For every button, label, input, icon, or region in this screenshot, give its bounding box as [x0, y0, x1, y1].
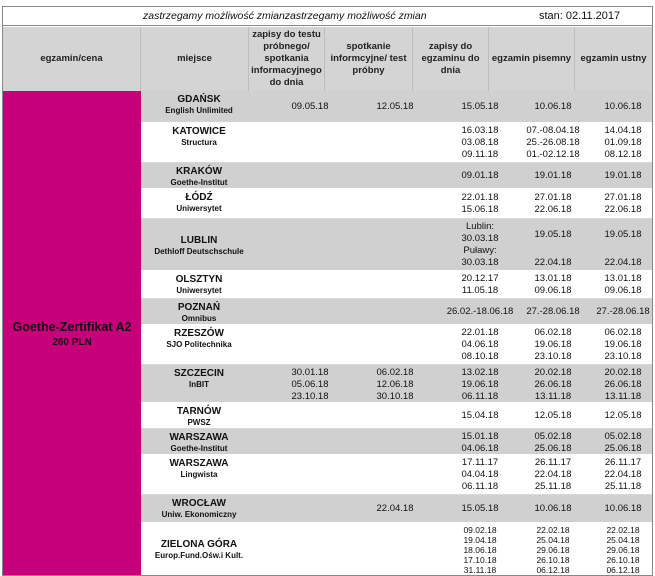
date-value: 22.06.18 — [604, 204, 642, 215]
oral-cell — [593, 306, 653, 318]
date-value: 12.06.18 — [376, 379, 414, 390]
written-cell — [508, 170, 598, 182]
date-value: 14.04.18 — [604, 125, 642, 136]
date-value: 22.04.18 — [376, 503, 414, 514]
date-value: 12.05.18 — [376, 101, 414, 112]
place-cell — [147, 192, 251, 214]
table-row — [141, 495, 652, 523]
date-value: 29.06.18 — [606, 545, 640, 555]
city-name: RZESZÓW — [174, 328, 224, 339]
date-value: 05.06.18 — [291, 379, 329, 390]
place-cell — [147, 274, 251, 296]
date-value: 06.02.18 — [376, 367, 414, 378]
status-date: stan: 02.11.2017 — [539, 10, 621, 22]
date-value: 17.10.18 — [463, 555, 497, 565]
date-value: 22.02.18 — [536, 525, 570, 535]
date-value: 25.11.18 — [604, 481, 642, 492]
date-value: 22.01.18 — [461, 192, 499, 203]
date-value: 23.10.18 — [291, 391, 329, 402]
city-name: WROCŁAW — [172, 498, 226, 509]
date-value: 08.12.18 — [604, 149, 642, 160]
date-value: 12.05.18 — [604, 410, 642, 421]
date-value: 13.11.18 — [534, 391, 572, 402]
oral-cell — [593, 457, 653, 493]
city-name: WARSZAWA — [169, 458, 229, 469]
header-info: spotkanie informcyjne/ test próbny — [325, 27, 413, 91]
table-row — [141, 123, 652, 163]
date-value: 13.02.18 — [461, 367, 499, 378]
city-name: KRAKÓW — [175, 166, 223, 177]
date-value: 26.06.18 — [534, 379, 572, 390]
institute-name: PWSZ — [187, 418, 211, 427]
date-value: 20.02.18 — [604, 367, 642, 378]
exam-name: Goethe-Zertifikat A2 — [12, 320, 132, 334]
date-value: 27.-28.06.18 — [526, 306, 580, 317]
date-value: 19.04.18 — [463, 535, 497, 545]
table-row — [141, 455, 652, 495]
date-value: 05.02.18 — [534, 431, 572, 442]
trial-cell — [263, 367, 357, 403]
info-cell — [347, 101, 443, 113]
date-value: 29.06.18 — [536, 545, 570, 555]
oral-cell — [593, 367, 653, 403]
date-value: 15.06.18 — [461, 204, 499, 215]
table-row — [141, 325, 652, 365]
date-value: 09.05.18 — [291, 101, 329, 112]
city-name: OLSZTYN — [175, 274, 223, 285]
institute-name: Dethloff Deutschschule — [154, 247, 244, 256]
date-value: 07.-08.04.18 — [526, 125, 580, 136]
written-cell — [508, 192, 598, 216]
institute-name: Europ.Fund.Ośw.i Kult. — [154, 551, 244, 560]
written-cell — [508, 327, 598, 363]
oral-cell — [593, 503, 653, 515]
header-written: egzamin pisemny — [489, 27, 575, 91]
table-row — [141, 429, 652, 455]
oral-cell — [593, 229, 653, 269]
date-value: 26.02.-18.06.18 — [446, 306, 514, 317]
date-value: 22.06.18 — [534, 204, 572, 215]
institute-name: English Unlimited — [165, 106, 233, 115]
date-value: 01.09.18 — [604, 137, 642, 148]
date-value: 04.04.18 — [461, 469, 499, 480]
date-value: 06.12.18 — [536, 565, 570, 575]
oral-cell — [593, 273, 653, 297]
table-row — [141, 299, 652, 325]
date-value: 30.03.18 — [461, 257, 499, 268]
institute-name: Structura — [181, 138, 217, 147]
institute-name: SJO Politechnika — [166, 340, 232, 349]
oral-cell — [593, 170, 653, 182]
date-value: 13.11.18 — [604, 391, 642, 402]
institute-name: Lingwista — [180, 470, 218, 479]
place-cell — [147, 302, 251, 324]
date-value: 30.10.18 — [376, 391, 414, 402]
date-value: 23.10.18 — [604, 351, 642, 362]
date-value: 25.06.18 — [604, 443, 642, 454]
date-value: 22.04.18 — [534, 469, 572, 480]
date-value: 26.10.18 — [536, 555, 570, 565]
date-value: 09.06.18 — [604, 285, 642, 296]
written-cell — [508, 503, 598, 515]
city-name: GDAŃSK — [177, 94, 221, 105]
date-value: 09.01.18 — [461, 170, 499, 181]
written-cell — [508, 229, 598, 269]
date-value: 19.06.18 — [461, 379, 499, 390]
table-row — [141, 91, 652, 123]
date-value: 27.01.18 — [534, 192, 572, 203]
city-name: LUBLIN — [180, 235, 218, 246]
place-cell — [147, 432, 251, 454]
date-value: 10.06.18 — [534, 101, 572, 112]
oral-cell — [593, 525, 653, 575]
date-value: 25.-26.08.18 — [526, 137, 580, 148]
institute-name: Uniw. Ekonomiczny — [161, 510, 237, 519]
date-value: 06.02.18 — [604, 327, 642, 338]
place-cell — [147, 166, 251, 188]
date-value: 22.02.18 — [606, 525, 640, 535]
date-value: 10.06.18 — [604, 503, 642, 514]
city-name: WARSZAWA — [169, 432, 229, 443]
place-cell — [147, 126, 251, 148]
date-value: 26.11.17 — [604, 457, 642, 468]
place-cell — [147, 235, 251, 257]
date-value: 08.10.18 — [461, 351, 499, 362]
institute-name: Goethe-Institut — [170, 444, 228, 453]
date-value: 06.12.18 — [606, 565, 640, 575]
written-cell — [508, 525, 598, 575]
city-name: TARNÓW — [176, 406, 222, 417]
institute-name: Omnibus — [181, 314, 217, 323]
written-cell — [508, 306, 598, 318]
date-value: 26.10.18 — [606, 555, 640, 565]
written-cell — [508, 125, 598, 161]
written-cell — [508, 431, 598, 455]
top-bar — [3, 7, 652, 26]
place-cell — [147, 539, 251, 561]
header-place: miejsce — [141, 27, 249, 91]
date-value: 11.05.18 — [461, 285, 499, 296]
trial-cell — [263, 101, 357, 113]
date-value: 22.01.18 — [461, 327, 499, 338]
date-value: 10.06.18 — [534, 503, 572, 514]
date-value: 13.01.18 — [534, 273, 572, 284]
city-name: KATOWICE — [172, 126, 226, 137]
header-trial: zapisy do testu próbnego/ spotkania informacyjnego do dnia — [249, 27, 325, 91]
oral-cell — [593, 101, 653, 113]
city-name: ŁÓDŹ — [185, 192, 213, 203]
date-value: 22.04.18 — [604, 469, 642, 480]
institute-name: Goethe-Institut — [170, 178, 228, 187]
date-value: 19.06.18 — [534, 339, 572, 350]
date-value: 31.11.18 — [463, 565, 497, 575]
date-value: 10.06.18 — [604, 101, 642, 112]
date-value: 25.04.18 — [536, 535, 570, 545]
place-cell — [147, 458, 251, 480]
exam-schedule-table — [2, 6, 653, 576]
table-row — [141, 189, 652, 219]
place-cell — [147, 406, 251, 428]
header-oral: egzamin ustny — [575, 27, 652, 91]
date-value: 15.05.18 — [461, 503, 499, 514]
written-cell — [508, 101, 598, 113]
oral-cell — [593, 431, 653, 455]
place-cell — [147, 94, 251, 116]
oral-cell — [593, 192, 653, 216]
date-value: 13.01.18 — [604, 273, 642, 284]
info-cell — [347, 367, 443, 403]
date-value: 19.06.18 — [604, 339, 642, 350]
exam-price: 260 PLN — [52, 337, 92, 348]
date-value: 09.02.18 — [463, 525, 497, 535]
table-row — [141, 163, 652, 189]
date-value: 23.10.18 — [534, 351, 572, 362]
date-value: 22.04.18 — [534, 257, 572, 268]
institute-name: InBIT — [189, 380, 209, 389]
date-value: 26.11.17 — [534, 457, 572, 468]
date-value: 30.01.18 — [291, 367, 329, 378]
oral-cell — [593, 327, 653, 363]
written-cell — [508, 273, 598, 297]
date-value: 19.01.18 — [604, 170, 642, 181]
date-value: 15.01.18 — [461, 431, 499, 442]
date-value: 09.11.18 — [461, 149, 499, 160]
date-value: 20.02.18 — [534, 367, 572, 378]
city-name: SZCZECIN — [174, 368, 224, 379]
header-register: zapisy do egzaminu do dnia — [413, 27, 489, 91]
table-row — [141, 365, 652, 403]
city-name: ZIELONA GÓRA — [160, 539, 238, 550]
date-value: 06.11.18 — [461, 481, 499, 492]
date-value: 06.02.18 — [534, 327, 572, 338]
institute-name: Uniwersytet — [176, 286, 222, 295]
info-cell — [347, 503, 443, 515]
date-value: 04.06.18 — [461, 443, 499, 454]
date-value: 06.11.18 — [461, 391, 499, 402]
date-value: 19.01.18 — [534, 170, 572, 181]
date-value: 27.01.18 — [604, 192, 642, 203]
date-value: 04.06.18 — [461, 339, 499, 350]
oral-cell — [593, 410, 653, 422]
date-value: 27.-28.06.18 — [596, 306, 650, 317]
date-value: 17.11.17 — [461, 457, 499, 468]
date-value: 19.05.18 — [604, 229, 642, 240]
date-value: 26.06.18 — [604, 379, 642, 390]
table-row — [141, 403, 652, 429]
table-row — [141, 271, 652, 299]
date-value: Puławy: — [463, 245, 497, 256]
place-cell — [147, 328, 251, 350]
table-row — [141, 219, 652, 271]
date-value: 05.02.18 — [604, 431, 642, 442]
date-value: Lublin: — [466, 221, 494, 232]
oral-cell — [593, 125, 653, 161]
written-cell — [508, 457, 598, 493]
date-value: 15.05.18 — [461, 101, 499, 112]
date-value: 25.04.18 — [606, 535, 640, 545]
date-value: 12.05.18 — [534, 410, 572, 421]
date-value: 20.12.17 — [461, 273, 499, 284]
date-value: 22.04.18 — [604, 257, 642, 268]
date-value: 16.03.18 — [461, 125, 499, 136]
header-exam: egzamin/cena — [3, 27, 141, 91]
date-value: 30.03.18 — [461, 233, 499, 244]
place-cell — [147, 498, 251, 520]
date-value: 18.06.18 — [463, 545, 497, 555]
exam-cell — [3, 91, 141, 576]
date-value: 09.06.18 — [534, 285, 572, 296]
written-cell — [508, 410, 598, 422]
city-name: POZNAŃ — [177, 302, 221, 313]
date-value: 01.-02.12.18 — [526, 149, 580, 160]
date-value: 25.06.18 — [534, 443, 572, 454]
notice-text: zastrzegamy możliwość zmianzastrzegamy możliwość zmian — [143, 10, 427, 22]
date-value: 25.11.18 — [534, 481, 572, 492]
date-value: 19.05.18 — [534, 229, 572, 240]
institute-name: Uniwersytet — [176, 204, 222, 213]
date-value: 03.08.18 — [461, 137, 499, 148]
place-cell — [147, 368, 251, 390]
table-row — [141, 523, 652, 576]
date-value: 15.04.18 — [461, 410, 499, 421]
written-cell — [508, 367, 598, 403]
